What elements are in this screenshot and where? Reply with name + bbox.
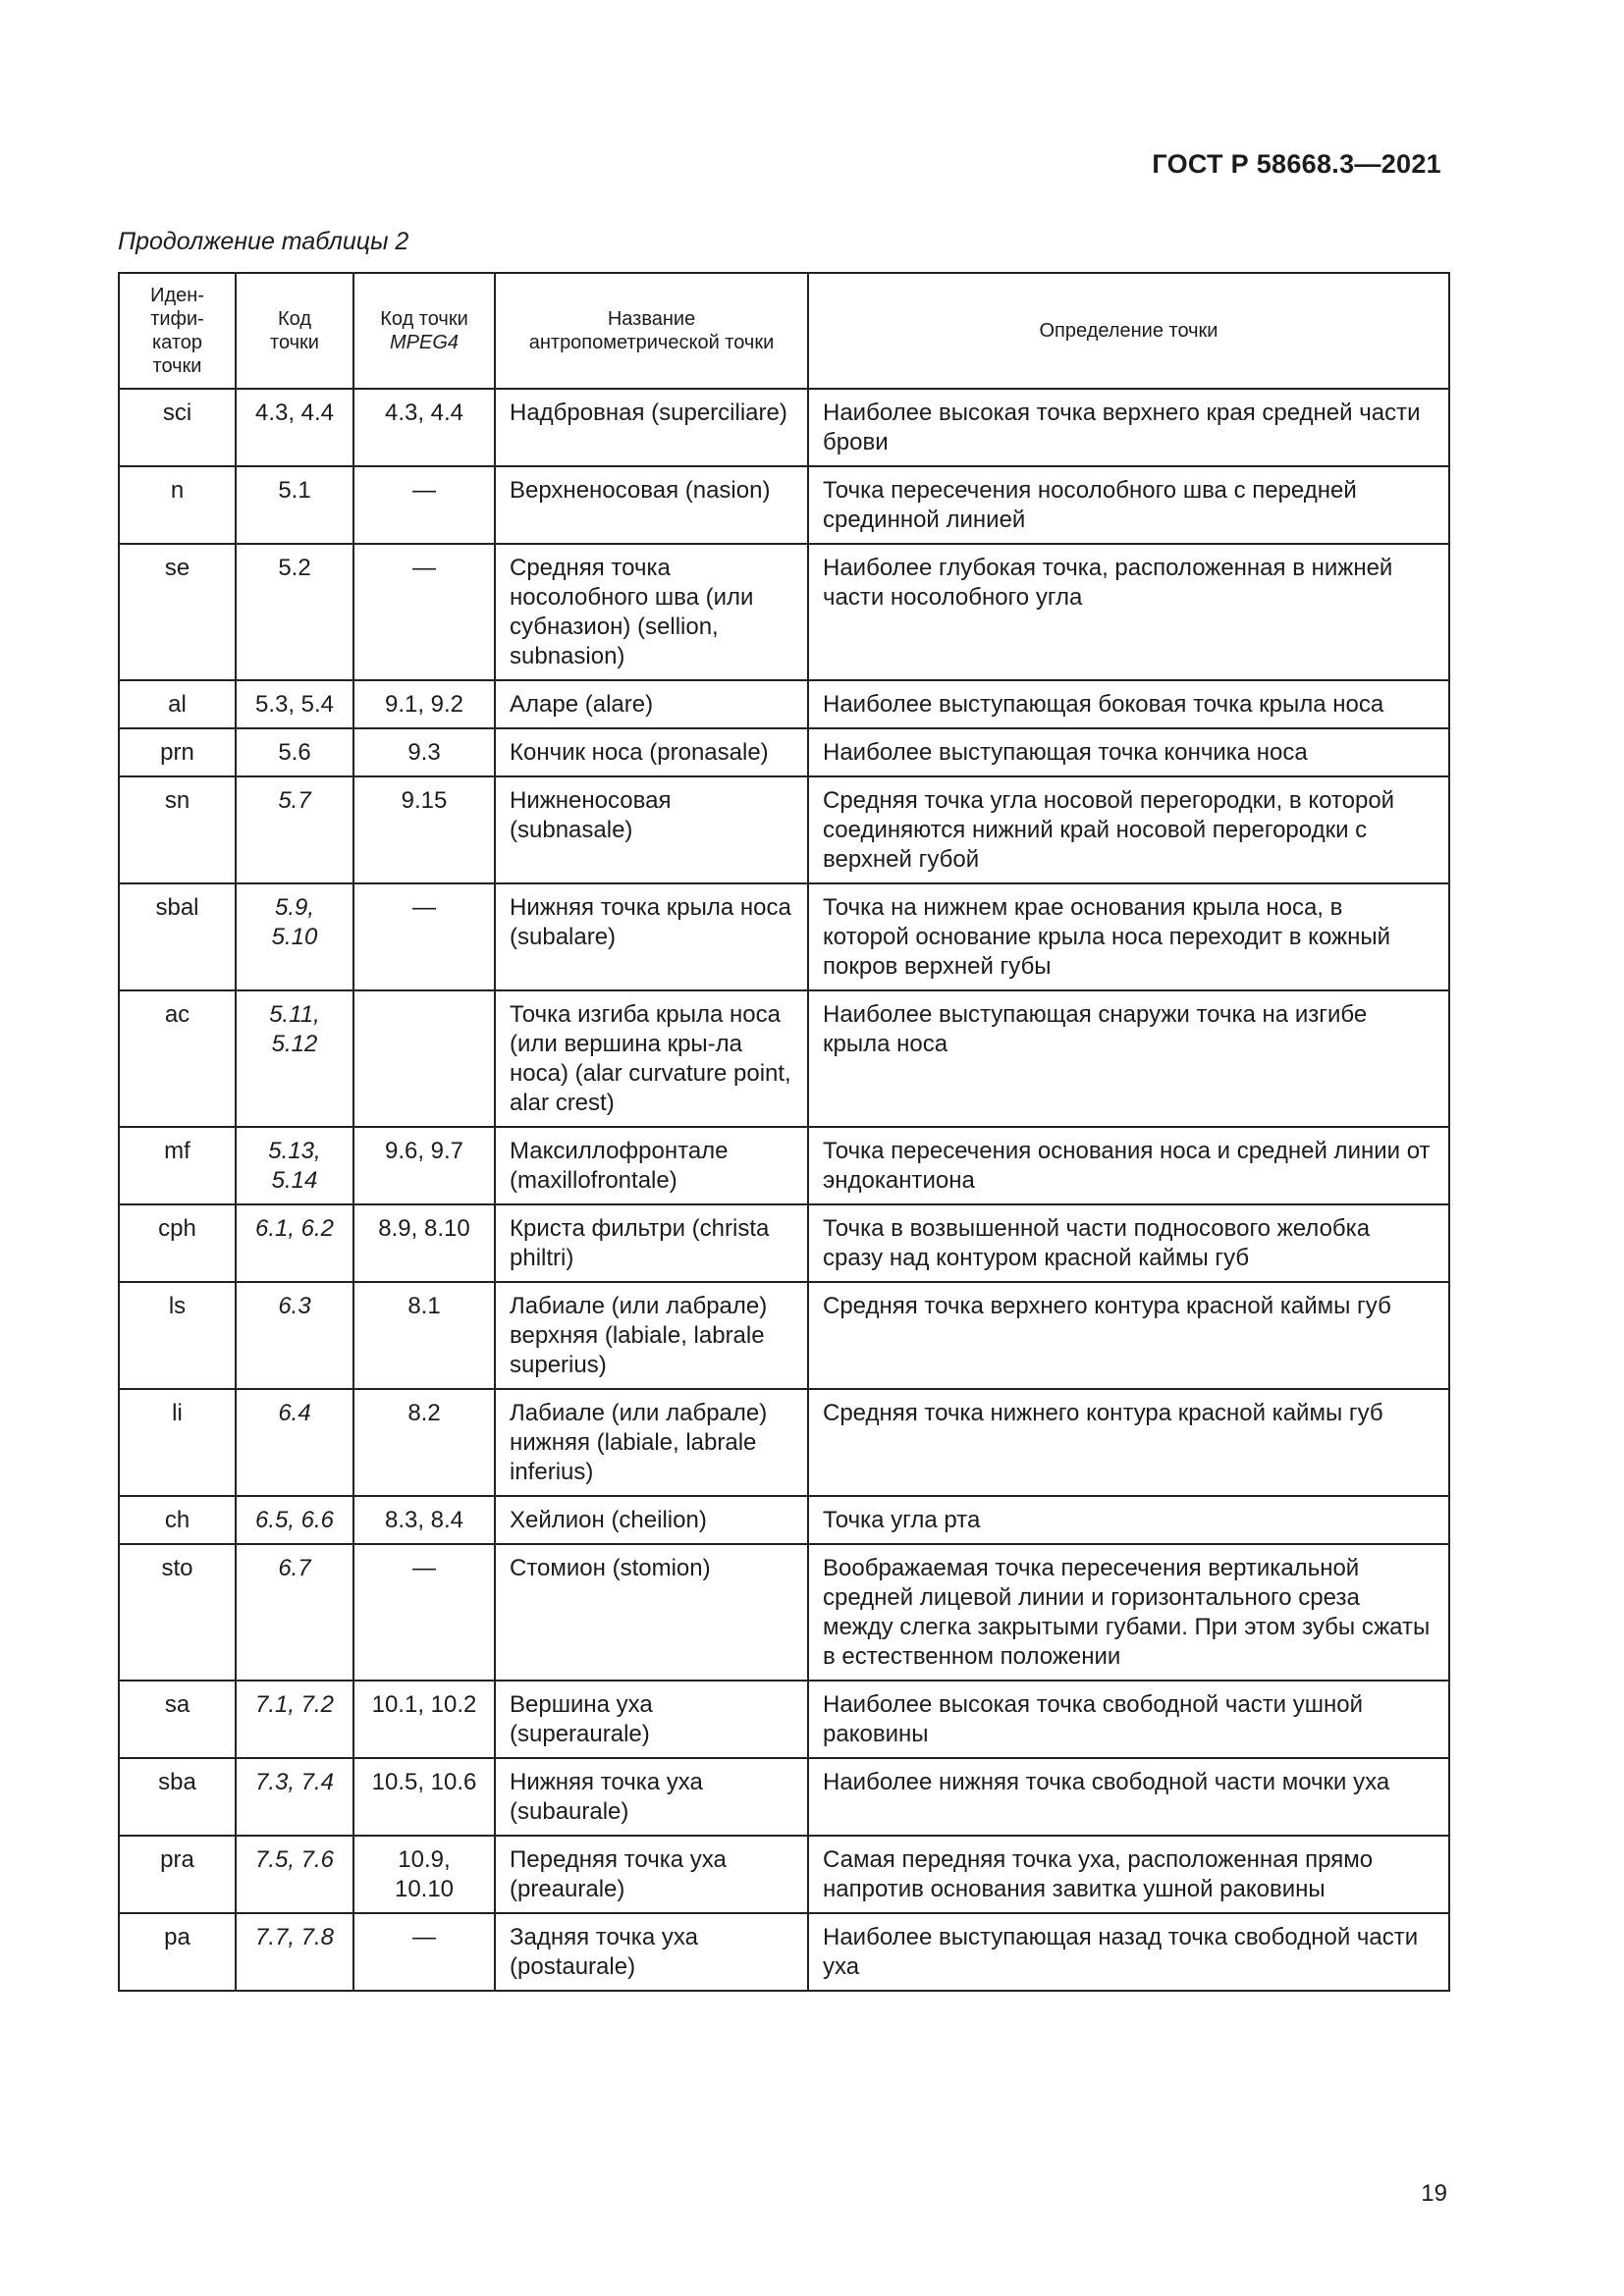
cell-point-name: Лабиале (или лабрале) нижняя (labiale, labrale inferius) bbox=[495, 1389, 808, 1496]
table-row bbox=[119, 1496, 1449, 1544]
cell-point-code: 7.5, 7.6 bbox=[236, 1836, 353, 1913]
cell-point-code: 5.13, 5.14 bbox=[236, 1127, 353, 1204]
cell-point-definition: Средняя точка нижнего контура красной каймы губ bbox=[808, 1389, 1449, 1496]
table-row bbox=[119, 1544, 1449, 1681]
cell-mpeg4-code: 9.1, 9.2 bbox=[353, 680, 495, 728]
table-row bbox=[119, 1389, 1449, 1496]
cell-identifier: prn bbox=[119, 728, 236, 776]
header-point-code-line: точки bbox=[270, 332, 319, 353]
cell-identifier: sa bbox=[119, 1681, 236, 1758]
table-row bbox=[119, 776, 1449, 883]
cell-point-code: 6.1, 6.2 bbox=[236, 1204, 353, 1282]
cell-point-name: Средняя точка носолобного шва (или субназион) (sellion, subnasion) bbox=[495, 544, 808, 680]
cell-point-code: 5.1 bbox=[236, 466, 353, 544]
cell-mpeg4-code: — bbox=[353, 1544, 495, 1681]
header-mpeg4-line: MPEG4 bbox=[389, 332, 460, 353]
cell-point-name: Задняя точка уха (postaurale) bbox=[495, 1913, 808, 1991]
table-header-row bbox=[119, 273, 1449, 389]
cell-point-definition: Средняя точка угла носовой перегородки, в которой соединяются нижний край носовой перегородки с верхней губой bbox=[808, 776, 1449, 883]
cell-point-code: 5.2 bbox=[236, 544, 353, 680]
cell-identifier: se bbox=[119, 544, 236, 680]
cell-mpeg4-code: 10.1, 10.2 bbox=[353, 1681, 495, 1758]
cell-point-definition: Самая передняя точка уха, расположенная прямо напротив основания завитка ушной раковины bbox=[808, 1836, 1449, 1913]
cell-point-name: Хейлион (cheilion) bbox=[495, 1496, 808, 1544]
cell-mpeg4-code: 8.9, 8.10 bbox=[353, 1204, 495, 1282]
cell-identifier: mf bbox=[119, 1127, 236, 1204]
cell-identifier: ch bbox=[119, 1496, 236, 1544]
document-code: ГОСТ Р 58668.3—2021 bbox=[1152, 149, 1441, 179]
cell-point-definition: Наиболее выступающая точка кончика носа bbox=[808, 728, 1449, 776]
cell-identifier: al bbox=[119, 680, 236, 728]
cell-mpeg4-code: — bbox=[353, 1913, 495, 1991]
cell-identifier: ls bbox=[119, 1282, 236, 1389]
header-identifier-line: Иден- bbox=[150, 285, 204, 306]
header-point-name-line: антропометрической точки bbox=[528, 332, 775, 353]
cell-point-code: 5.7 bbox=[236, 776, 353, 883]
cell-point-code: 7.3, 7.4 bbox=[236, 1758, 353, 1836]
cell-identifier: sci bbox=[119, 389, 236, 466]
cell-point-name: Передняя точка уха (preaurale) bbox=[495, 1836, 808, 1913]
cell-point-code: 6.5, 6.6 bbox=[236, 1496, 353, 1544]
cell-point-name: Лабиале (или лабрале) верхняя (labiale, labrale superius) bbox=[495, 1282, 808, 1389]
cell-point-code: 5.3, 5.4 bbox=[236, 680, 353, 728]
cell-point-code: 6.4 bbox=[236, 1389, 353, 1496]
cell-point-definition: Наиболее выступающая боковая точка крыла носа bbox=[808, 680, 1449, 728]
header-point-code bbox=[236, 273, 353, 389]
cell-point-code: 4.3, 4.4 bbox=[236, 389, 353, 466]
header-identifier-line: тифи- bbox=[150, 308, 204, 330]
cell-mpeg4-code: 9.15 bbox=[353, 776, 495, 883]
page-number: 19 bbox=[1421, 2180, 1447, 2207]
table-row bbox=[119, 883, 1449, 990]
cell-point-definition: Точка пересечения носолобного шва с передней срединной линией bbox=[808, 466, 1449, 544]
table-row bbox=[119, 1204, 1449, 1282]
header-mpeg4-code bbox=[353, 273, 495, 389]
table-row bbox=[119, 680, 1449, 728]
cell-point-name: Кончик носа (pronasale) bbox=[495, 728, 808, 776]
header-point-code-line: Код bbox=[277, 308, 311, 330]
cell-mpeg4-code: 8.3, 8.4 bbox=[353, 1496, 495, 1544]
cell-identifier: n bbox=[119, 466, 236, 544]
cell-point-name: Стомион (stomion) bbox=[495, 1544, 808, 1681]
cell-point-definition: Наиболее выступающая снаружи точка на изгибе крыла носа bbox=[808, 990, 1449, 1127]
cell-point-definition: Наиболее нижняя точка свободной части мочки уха bbox=[808, 1758, 1449, 1836]
header-mpeg4-line: Код точки bbox=[380, 308, 468, 330]
cell-point-definition: Наиболее выступающая назад точка свободной части уха bbox=[808, 1913, 1449, 1991]
cell-mpeg4-code bbox=[353, 990, 495, 1127]
cell-point-code: 7.1, 7.2 bbox=[236, 1681, 353, 1758]
cell-identifier: sbal bbox=[119, 883, 236, 990]
cell-identifier: pra bbox=[119, 1836, 236, 1913]
cell-mpeg4-code: — bbox=[353, 883, 495, 990]
cell-mpeg4-code: 4.3, 4.4 bbox=[353, 389, 495, 466]
table-row bbox=[119, 1127, 1449, 1204]
cell-point-name: Нижняя точка крыла носа (subalare) bbox=[495, 883, 808, 990]
anthropometric-points-table bbox=[118, 272, 1450, 1992]
cell-point-definition: Наиболее глубокая точка, расположенная в нижней части носолобного угла bbox=[808, 544, 1449, 680]
cell-point-definition: Точка в возвышенной части подносового желобка сразу над контуром красной каймы губ bbox=[808, 1204, 1449, 1282]
header-identifier-line: катор bbox=[151, 332, 203, 353]
cell-point-definition: Воображаемая точка пересечения вертикальной средней лицевой линии и горизонтального среза между слегка закрытыми губами. При этом зубы сжаты в естественном положении bbox=[808, 1544, 1449, 1681]
cell-mpeg4-code: — bbox=[353, 544, 495, 680]
cell-point-name: Вершина уха (superaurale) bbox=[495, 1681, 808, 1758]
table-row bbox=[119, 1282, 1449, 1389]
cell-identifier: pa bbox=[119, 1913, 236, 1991]
cell-identifier: li bbox=[119, 1389, 236, 1496]
table-row bbox=[119, 466, 1449, 544]
table-row bbox=[119, 728, 1449, 776]
cell-point-definition: Наиболее высокая точка верхнего края средней части брови bbox=[808, 389, 1449, 466]
cell-point-name: Нижненосовая (subnasale) bbox=[495, 776, 808, 883]
cell-identifier: sn bbox=[119, 776, 236, 883]
cell-mpeg4-code: 10.9, 10.10 bbox=[353, 1836, 495, 1913]
table-caption: Продолжение таблицы 2 bbox=[118, 228, 409, 255]
cell-point-definition: Средняя точка верхнего контура красной каймы губ bbox=[808, 1282, 1449, 1389]
header-identifier bbox=[119, 273, 236, 389]
table-row bbox=[119, 1681, 1449, 1758]
table-row bbox=[119, 1913, 1449, 1991]
cell-point-code: 6.7 bbox=[236, 1544, 353, 1681]
cell-point-name: Аларе (alare) bbox=[495, 680, 808, 728]
cell-point-code: 7.7, 7.8 bbox=[236, 1913, 353, 1991]
table-row bbox=[119, 544, 1449, 680]
cell-point-name: Надбровная (superciliare) bbox=[495, 389, 808, 466]
table-row bbox=[119, 1758, 1449, 1836]
table-row bbox=[119, 1836, 1449, 1913]
cell-point-code: 5.9, 5.10 bbox=[236, 883, 353, 990]
header-point-name bbox=[495, 273, 808, 389]
header-identifier-line: точки bbox=[152, 355, 202, 377]
cell-mpeg4-code: — bbox=[353, 466, 495, 544]
cell-point-name: Максиллофронтале (maxillofrontale) bbox=[495, 1127, 808, 1204]
cell-mpeg4-code: 8.2 bbox=[353, 1389, 495, 1496]
table-row bbox=[119, 990, 1449, 1127]
cell-identifier: sba bbox=[119, 1758, 236, 1836]
cell-point-definition: Точка пересечения основания носа и средней линии от эндокантиона bbox=[808, 1127, 1449, 1204]
cell-mpeg4-code: 8.1 bbox=[353, 1282, 495, 1389]
cell-point-definition: Точка на нижнем крае основания крыла носа, в которой основание крыла носа переходит в кожный покров верхней губы bbox=[808, 883, 1449, 990]
cell-identifier: cph bbox=[119, 1204, 236, 1282]
cell-point-code: 5.11, 5.12 bbox=[236, 990, 353, 1127]
cell-identifier: ac bbox=[119, 990, 236, 1127]
cell-identifier: sto bbox=[119, 1544, 236, 1681]
cell-point-definition: Точка угла рта bbox=[808, 1496, 1449, 1544]
cell-point-name: Точка изгиба крыла носа (или вершина кры-ла носа) (alar curvature point, alar crest) bbox=[495, 990, 808, 1127]
cell-mpeg4-code: 9.3 bbox=[353, 728, 495, 776]
table-row bbox=[119, 389, 1449, 466]
cell-point-name: Криста фильтри (christa philtri) bbox=[495, 1204, 808, 1282]
cell-point-definition: Наиболее высокая точка свободной части ушной раковины bbox=[808, 1681, 1449, 1758]
header-point-definition: Определение точки bbox=[808, 273, 1449, 389]
cell-point-code: 6.3 bbox=[236, 1282, 353, 1389]
cell-mpeg4-code: 10.5, 10.6 bbox=[353, 1758, 495, 1836]
header-point-name-line: Название bbox=[607, 308, 696, 330]
cell-mpeg4-code: 9.6, 9.7 bbox=[353, 1127, 495, 1204]
cell-point-code: 5.6 bbox=[236, 728, 353, 776]
cell-point-name: Верхненосовая (nasion) bbox=[495, 466, 808, 544]
cell-point-name: Нижняя точка уха (subaurale) bbox=[495, 1758, 808, 1836]
